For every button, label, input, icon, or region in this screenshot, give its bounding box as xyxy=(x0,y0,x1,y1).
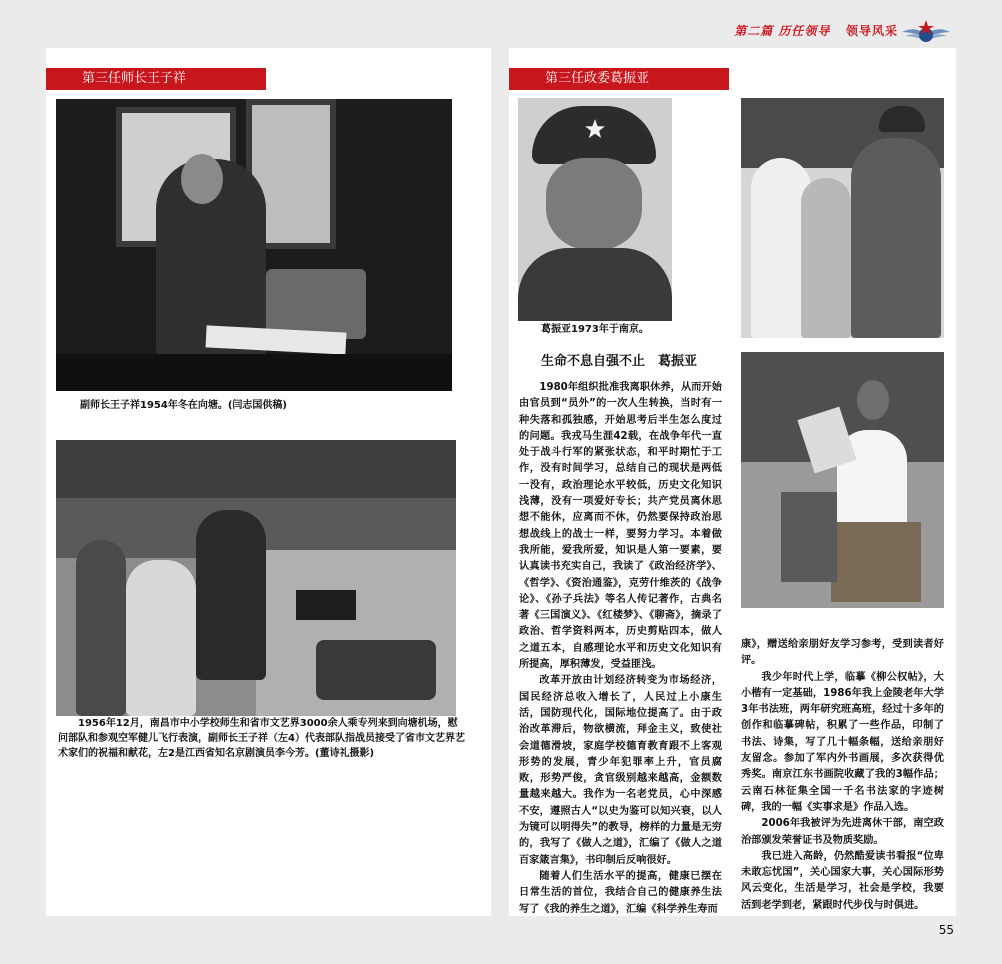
article-paragraph: 2006年我被评为先进离休干部，南空政治部颁发荣誉证书及物质奖励。 xyxy=(741,818,944,846)
article-paragraph: 我少年时代上学，临摹《柳公权帖》，大小楷有一定基础，1986年我上金陵老年大学3年书法班，两年研究班高班，经过十多年的创作和临摹碑帖，积累了一些作品，印制了书法、诗集，写了几十幅条幅，送给亲朋好友留念。参加了军内外书画展，多次获得优秀奖。南京江东书画院收藏了我的3幅作品；云南石林征集全国一千名书法家的字迹树碑，我的一幅《实事求是》作品入选。 xyxy=(741,671,944,813)
star-icon xyxy=(584,118,606,140)
page-number: 55 xyxy=(938,923,954,937)
photo-handshake xyxy=(741,98,944,338)
article-paragraph: 随着人们生活水平的提高，健康已摆在日常生活的首位，我结合自己的健康养生法写了《我的养生之道》，汇编《科学养生寿而 xyxy=(519,870,722,915)
right-panel xyxy=(509,48,956,916)
photo-welcome-ceremony xyxy=(56,440,456,716)
photo-caption: 副师长王子祥1954年冬在向塘。(闫志国供稿) xyxy=(80,400,287,411)
air-force-wings-emblem xyxy=(900,18,952,48)
article-column-2 xyxy=(741,637,944,914)
article-paragraph: 改革开放由计划经济转变为市场经济，国民经济总收入增长了，人民过上小康生活，国防现代化，国际地位提高了。由于政治改革滞后，物欲横流，拜金主义，致使社会道德滑坡，家庭学校德育教育跟不上客观形势的发展，青少年犯罪率上升，官员腐败，形势严俊，贪官级别越来越高，金额数量越来越大。我作为一名老党员，心中深感不安，遵照古人“以史为鉴可以知兴衰，以人为镜可以明得失”的教导，榜样的力量是无穷的，我写了《做人之道》，汇编了《做人之道百家箴言集》，书印制后反响很好。 xyxy=(519,675,722,866)
article-title: 生命不息自强不止 葛振亚 xyxy=(541,354,698,369)
header-subsection: 领导风采 xyxy=(845,24,898,38)
section-banner: 第三任师长王子祥 xyxy=(46,68,266,90)
header-part: 第二篇 xyxy=(734,24,774,38)
photo-wang-zixiang-office xyxy=(56,99,452,391)
article-paragraph: 康》，赠送给亲朋好友学习参考，受到读者好评。 xyxy=(741,639,944,667)
header-section: 历任领导 xyxy=(778,24,831,38)
article-paragraph: 1980年组织批准我离职休养，从而开始由官员到“员外”的一次人生转换，当时有一种失落和孤独感，开始思考后半生怎么度过的问题。我戎马生涯42载，在战争年代一直处于战斗行军的紧张状态，和平时期忙于工作，没有时间学习，总结自己的现状是两低一没有，政治理论水平较低，历史文化知识浅薄，没有一项爱好专长；共产党员离休思想不能休，应离而不休，仍然要保持政治思想战线上的战士一样，要努力学习。本着做我所能，爱我所爱，知识是人第一要素，要认真读书充实自己，我读了《政治经济学》、《哲学》、《资治通鉴》，克劳什维茨的《战争论》、《孙子兵法》等名人传记著作，古典名著《三国演义》、《红楼梦》、《聊斋》，摘录了政治、哲学资料两本，历史剪贴四本，做人之道五本，自感理论水平和历史文化知识有所提高，厚积薄发，受益匪浅。 xyxy=(519,382,722,671)
article-paragraph: 我已进入高龄，仍然酷爱读书看报“位卑未敢忘忧国”，关心国家大事，关心国际形势风云变化，生活是学习，社会是学校，我要活到老学到老，紧跟时代步伐与时俱进。 xyxy=(741,850,944,911)
photo-reading-outdoors xyxy=(741,352,944,608)
left-panel xyxy=(46,48,491,916)
running-header xyxy=(734,22,898,39)
section-banner: 第三任政委葛振亚 xyxy=(509,68,729,90)
portrait-caption: 葛振亚1973年于南京。 xyxy=(541,324,649,335)
article-column-1 xyxy=(519,380,722,918)
photo-caption: 1956年12月，南昌市中小学校师生和省市文艺界3000余人乘专列来到向塘机场，慰问部队和参观空军健儿飞行表演，副师长王子祥（左4）代表部队指战员接受了省市文艺界艺术家们的祝福和献花，左2是江西省知名京剧演员李今芳。(董诗礼摄影) xyxy=(58,718,465,759)
portrait-ge-zhenya xyxy=(518,98,672,321)
